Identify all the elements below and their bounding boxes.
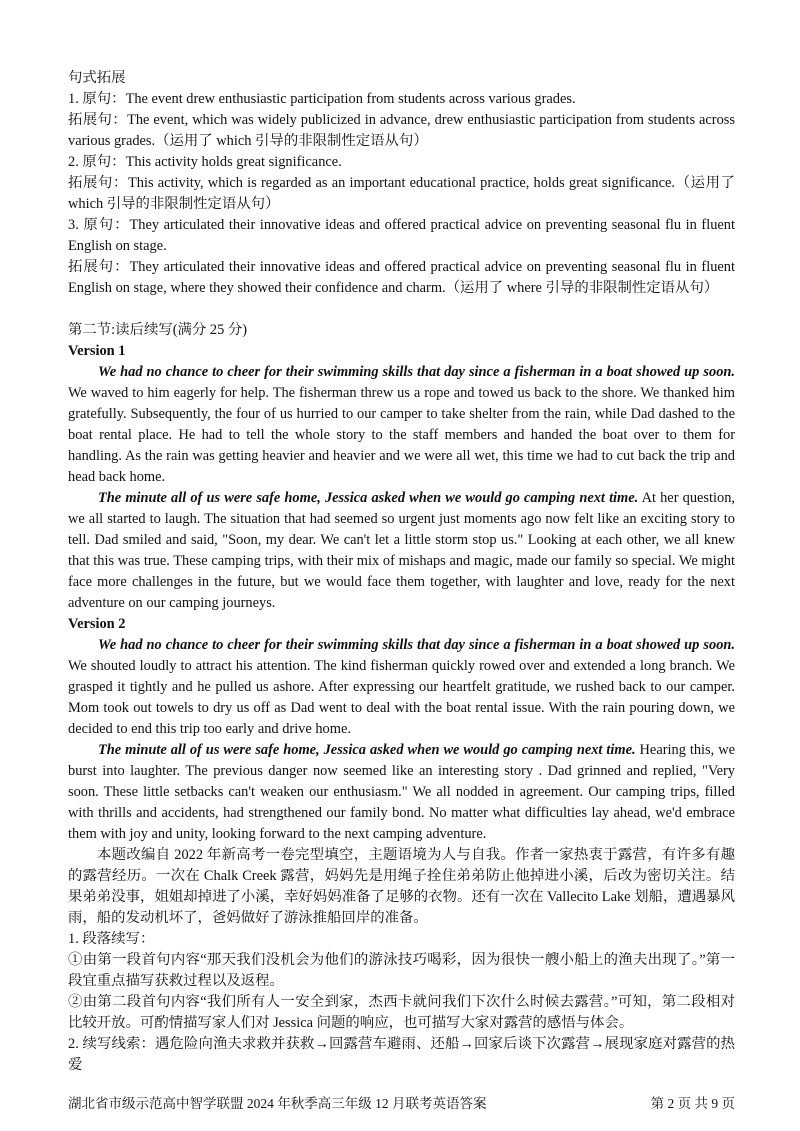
version-1-p2-body: At her question, we all started to laugh. The situation that had seemed so urgent just moments ago now felt like an exciting story to tell. Dad smiled and said, "Soon, my dear. We can't let a little storm stop us." Looking at each other, we all knew that this was true. These camping trips, with their mix of mishaps and magic, made our family so special. We might face more challenges in the future, but we would face them together, with laughter and love, ready for the next adventure on our camping journeys. (68, 490, 735, 611)
version-2-p1-body: We shouted loudly to attract his attention. The kind fisherman quickly rowed over and extended a long branch. We grasped it tightly and he pulled us ashore. After expressing our heartfelt gratitude, we rushed back to our camper. Mom took out towels to dry us off as Dad went to deal with the boat rental issue. With the rain pouring down, we decided to end this trip too early and drive home. (68, 658, 735, 737)
page-content (68, 68, 735, 1076)
section-title-continuation: 第二节:读后续写(满分 25 分) (68, 322, 248, 338)
expanded-sentence-1: 拓展句：The event, which was widely publicized in advance, drew enthusiastic participation from students across various grades.（运用了 which 引导的非限制性定语从句） (68, 112, 735, 149)
original-sentence-2: 2. 原句：This activity holds great significance. (68, 154, 342, 170)
version-2-label: Version 2 (68, 616, 126, 632)
version-1-p1-lead: We had no chance to cheer for their swimming skills that day since a fisherman in a boat showed up soon. (98, 364, 735, 380)
version-2-p1-lead: We had no chance to cheer for their swimming skills that day since a fisherman in a boat showed up soon. (98, 637, 735, 653)
version-2-p2-body: Hearing this, we burst into laughter. The previous danger now seemed like an interesting story . Dad grinned and replied, "Very soon. These little setbacks can't weaken our enthusiasm." We all nodded in agreement. Our camping trips, filled with thrills and accidents, had strengthened our family bond. No matter what difficulties lay ahead, we'd embrace them with joy and unity, looking forward to the next camping adventure. (68, 742, 735, 842)
point-1-b: ②由第二段首句内容“我们所有人一安全到家，杰西卡就问我们下次什么时候去露营。”可知，第二段相对比较开放。可酌情描写家人们对 Jessica 问题的响应，也可描写大家对露营的感悟与体会。 (68, 994, 735, 1031)
point-1-a: ①由第一段首句内容“那天我们没机会为他们的游泳技巧喝彩，因为很快一艘小船上的渔夫出现了。”第一段宜重点描写获救过程以及返程。 (68, 952, 735, 989)
footer-exam-title: 湖北省市级示范高中智学联盟 2024 年秋季高三年级 12 月联考英语答案 (68, 1096, 487, 1111)
version-2-paragraph-2 (68, 740, 735, 845)
footer-page-number: 第 2 页 共 9 页 (650, 1096, 735, 1111)
version-1-p1-body: We waved to him eagerly for help. The fisherman threw us a rope and towed us back to the shore. We thanked him gratefully. Subsequently, the four of us hurried to our camper to take shelter from the rain, while Dad dashed to the boat rental place. He had to tell the whole story to the staff members and handed the boat over to them for handling. As the rain was getting heavier and heavier and we were all wet, this time we had to cut back the trip and head back home. (68, 385, 735, 485)
original-sentence-1: 1. 原句：The event drew enthusiastic participation from students across various grades. (68, 91, 576, 107)
original-sentence-3: 3. 原句：They articulated their innovative ideas and offered practical advice on preventing seasonal flu in fluent English on stage. (68, 217, 735, 254)
version-1-label: Version 1 (68, 343, 126, 359)
spacer (68, 299, 735, 320)
expanded-sentence-3: 拓展句：They articulated their innovative ideas and offered practical advice on preventing seasonal flu in fluent English on stage, where they showed their confidence and charm.（运用了 where 引导的非限制性定语从句） (68, 259, 735, 296)
version-1-p2-lead: The minute all of us were safe home, Jessica asked when we would go camping next time. (98, 490, 639, 506)
page-footer (68, 1095, 735, 1113)
version-1-paragraph-1 (68, 362, 735, 488)
section-title-expansion: 句式拓展 (68, 70, 126, 86)
version-2-p2-lead: The minute all of us were safe home, Jessica asked when we would go camping next time. (98, 742, 636, 758)
version-2-paragraph-1 (68, 635, 735, 740)
analysis-paragraph: 本题改编自 2022 年新高考一卷完型填空，主题语境为人与自我。作者一家热衷于露营，有许多有趣的露营经历。一次在 Chalk Creek 露营，妈妈先是用绳子拴住弟弟防止他掉进小溪，后改为密切关注。结果弟弟没事，姐姐却掉进了小溪，幸好妈妈准备了足够的衣物。还有一次在 Vallecito Lake 划船，遭遇暴风雨，船的发动机坏了，爸妈做好了游泳推船回岸的准备。 (68, 847, 735, 926)
expanded-sentence-2: 拓展句：This activity, which is regarded as an important educational practice, holds great significance.（运用了 which 引导的非限制性定语从句） (68, 175, 735, 212)
version-1-paragraph-2 (68, 488, 735, 614)
point-2: 2. 续写线索：遇危险向渔夫求救并获救→回露营车避雨、还船→回家后谈下次露营→展现家庭对露营的热爱 (68, 1036, 735, 1073)
point-1-title: 1. 段落续写： (68, 931, 155, 947)
